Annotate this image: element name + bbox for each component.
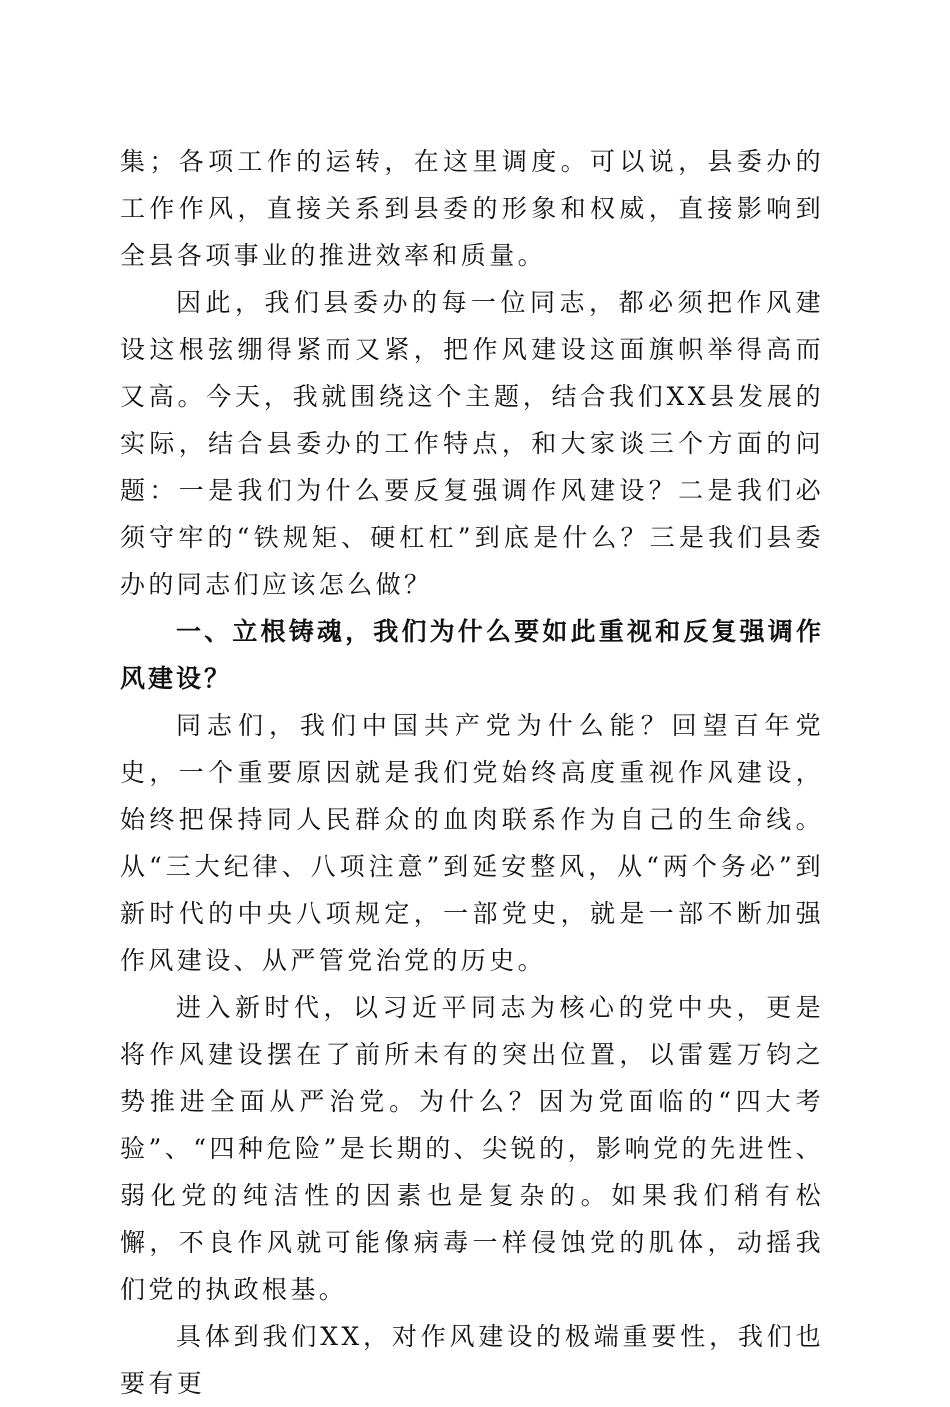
paragraph-intro: 因此，我们县委办的每一位同志，都必须把作风建设这根弦绷得紧而又紧，把作风建设这面旗帜举得高而又高。今天，我就围绕这个主题，结合我们XX县发展的实际，结合县委办的工作特点，和大家谈三个方面的问题：一是我们为什么要反复强调作风建设？二是我们必须守牢的“铁规矩、硬杠杠”到底是什么？三是我们县委办的同志们应该怎么做？ bbox=[120, 288, 824, 599]
paragraph-party-history: 同志们，我们中国共产党为什么能？回望百年党史，一个重要原因就是我们党始终高度重视作风建设，始终把保持同人民群众的血肉联系作为自己的生命线。从“三大纪律、八项注意”到延安整风，从“两个务必”到新时代的中央八项规定，一部党史，就是一部不断加强作风建设、从严管党治党的历史。 bbox=[120, 711, 824, 975]
paragraph-local: 具体到我们XX，对作风建设的极端重要性，我们也要有更 bbox=[120, 1322, 824, 1398]
section-heading: 一、立根铸魂，我们为什么要如此重视和反复强调作风建设？ bbox=[120, 617, 824, 693]
paragraph-continuation: 集；各项工作的运转，在这里调度。可以说，县委办的工作作风，直接关系到县委的形象和权威，直接影响到全县各项事业的推进效率和质量。 bbox=[120, 147, 824, 270]
document-body bbox=[120, 138, 824, 1407]
paragraph-new-era: 进入新时代，以习近平同志为核心的党中央，更是将作风建设摆在了前所未有的突出位置，以雷霆万钧之势推进全面从严治党。为什么？因为党面临的“四大考验”、“四种危险”是长期的、尖锐的，影响党的先进性、弱化党的纯洁性的因素也是复杂的。如果我们稍有松懈，不良作风就可能像病毒一样侵蚀党的肌体，动摇我们党的执政根基。 bbox=[120, 993, 824, 1304]
